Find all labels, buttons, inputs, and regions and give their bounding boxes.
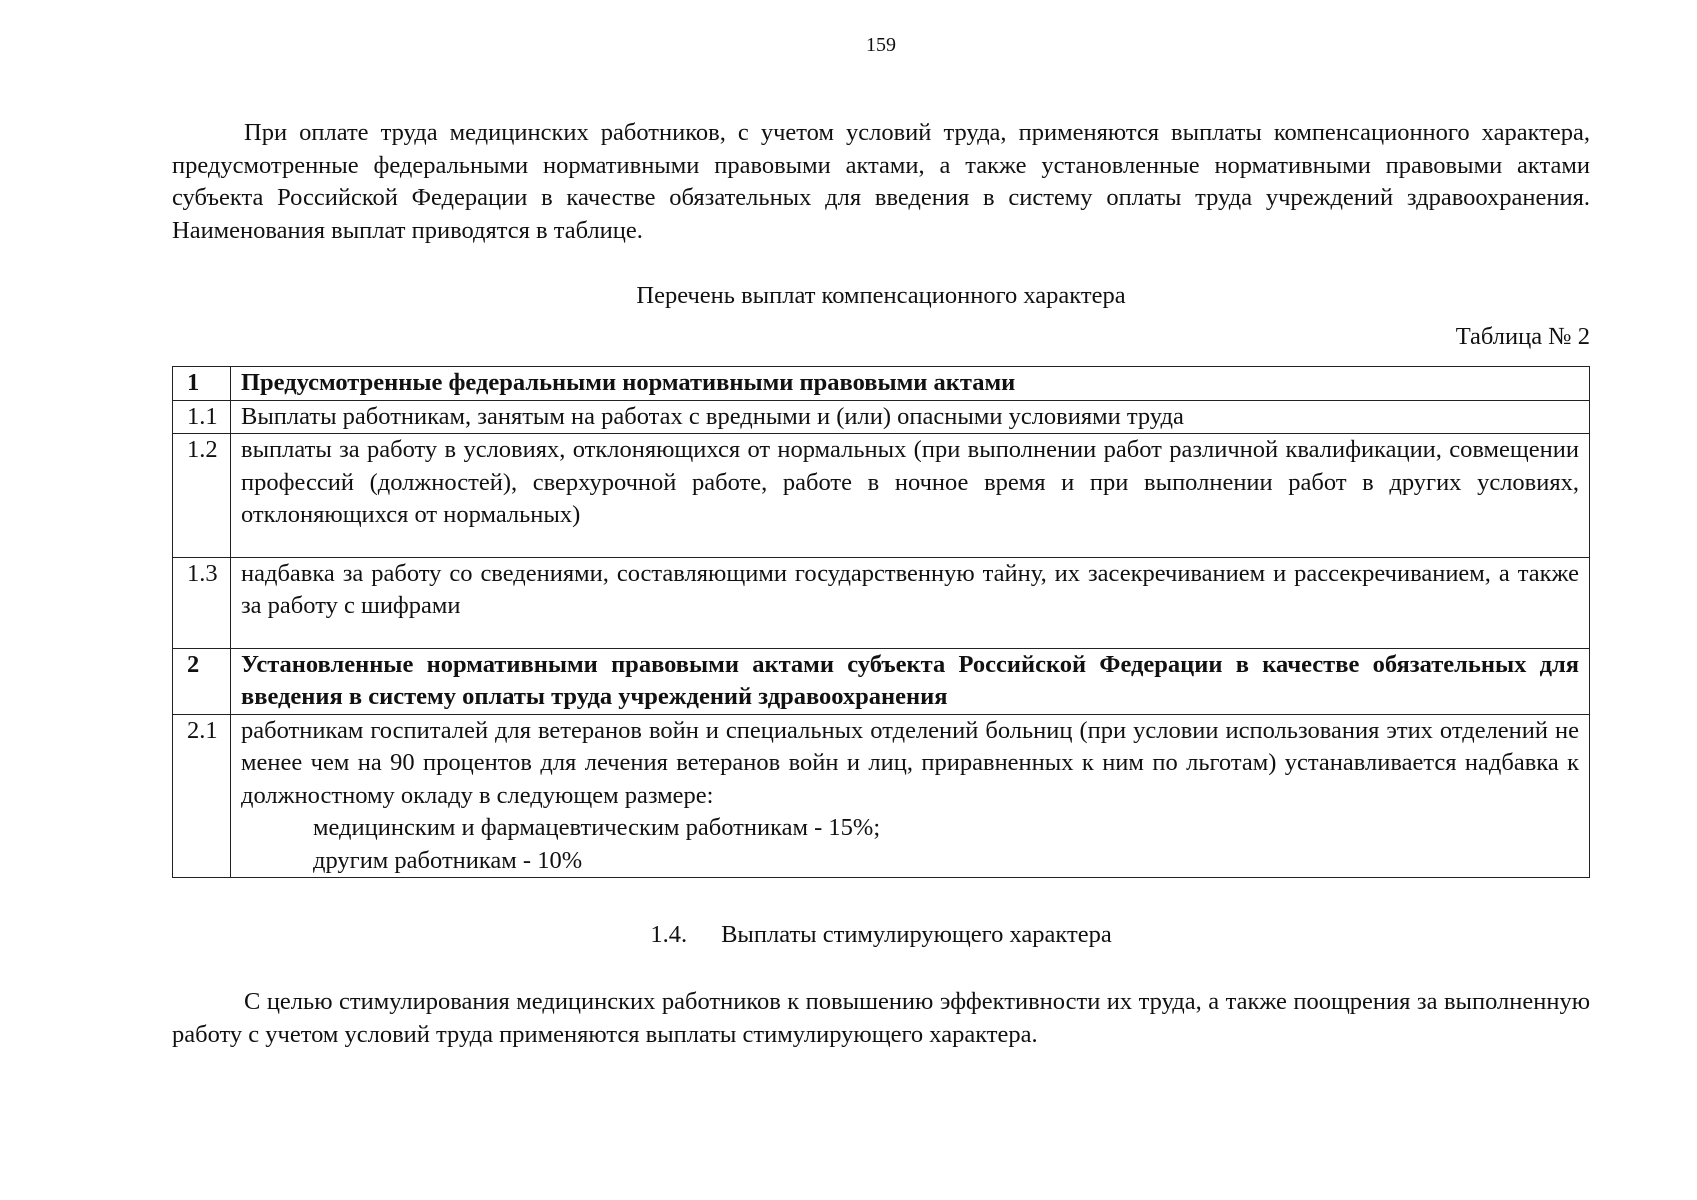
section-number: 1.4. <box>650 921 688 948</box>
row-number: 1 <box>173 367 231 401</box>
row-text: надбавка за работу со сведениями, составляющими государственную тайну, их засекречиванием и рассекречиванием, а также за работу с шифрами <box>231 557 1590 648</box>
row-number: 2 <box>173 648 231 714</box>
table-row <box>173 434 1590 558</box>
page-number: 159 <box>866 34 896 56</box>
sub-line-other-staff: другим работникам - 10% <box>313 846 583 874</box>
table-caption: Перечень выплат компенсационного характера <box>636 282 1126 309</box>
table-label: Таблица № 2 <box>1455 323 1590 350</box>
table-row <box>173 400 1590 434</box>
row-text: Выплаты работникам, занятым на работах с вредными и (или) опасными условиями труда <box>231 400 1590 434</box>
row-text: Предусмотренные федеральными нормативными правовыми актами <box>231 367 1590 401</box>
row-number: 1.2 <box>173 434 231 558</box>
row-number: 1.1 <box>173 400 231 434</box>
row-number: 1.3 <box>173 557 231 648</box>
table-row <box>173 714 1590 878</box>
table-row <box>173 557 1590 648</box>
compensation-payments-table <box>172 366 1590 878</box>
table-row <box>173 648 1590 714</box>
section-heading <box>172 921 1590 949</box>
row-number: 2.1 <box>173 714 231 878</box>
row-content <box>231 714 1590 878</box>
sub-line-medical-staff: медицинским и фармацевтическим работникам - 15%; <box>313 814 881 841</box>
row-text: работникам госпиталей для ветеранов войн и специальных отделений больниц (при условии использования этих отделений не менее чем на 90 процентов для лечения ветеранов войн и лиц, приравненных к ним по льготам) устанавливается надбавка к должностному окладу в следующем размере: <box>241 716 1579 809</box>
intro-paragraph: При оплате труда медицинских работников, с учетом условий труда, применяются выплаты компенсационного характера, предусмотренные федеральными нормативными правовыми актами, а также установленные нормативными правовыми актами субъекта Российской Федерации в качестве обязательных для введения в систему оплаты труда учреждений здравоохранения. Наименования выплат приводятся в таблице. <box>172 119 1590 244</box>
table-row <box>173 367 1590 401</box>
section-paragraph: С целью стимулирования медицинских работников к повышению эффективности их труда, а также поощрения за выполненную работу с учетом условий труда применяются выплаты стимулирующего характера. <box>172 988 1590 1048</box>
section-title: Выплаты стимулирующего характера <box>721 921 1112 948</box>
row-text: выплаты за работу в условиях, отклоняющихся от нормальных (при выполнении работ различной квалификации, совмещении профессий (должностей), сверхурочной работе, работе в ночное время и при выполнении работ в других условиях, отклоняющихся от нормальных) <box>231 434 1590 558</box>
row-text: Установленные нормативными правовыми актами субъекта Российской Федерации в качестве обязательных для введения в систему оплаты труда учреждений здравоохранения <box>231 648 1590 714</box>
